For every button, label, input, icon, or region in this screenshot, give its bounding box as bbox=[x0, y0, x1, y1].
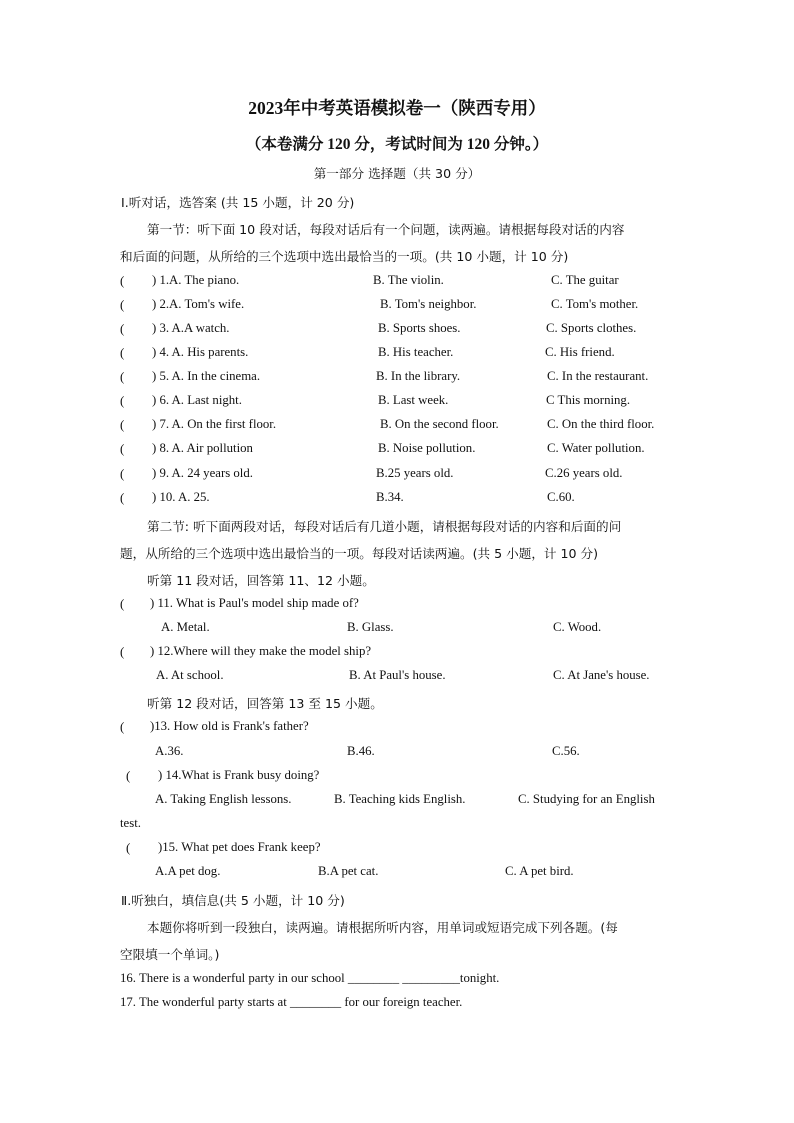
sub1-intro-line1: 第一节：听下面 10 段对话，每段对话后有一个问题，读两遍。请根据每段对话的内容 bbox=[147, 222, 625, 237]
dialog-12-instruction: 听第 12 段对话，回答第 13 至 15 小题。 bbox=[147, 696, 383, 711]
answer-blank-8: ( bbox=[120, 441, 125, 456]
question-2: ) 2.A. Tom's wife. bbox=[152, 297, 245, 311]
answer-blank-5: ( bbox=[120, 369, 125, 384]
q15-option-c: C. A pet bird. bbox=[505, 864, 574, 878]
q10-option-c: C.60. bbox=[547, 490, 575, 504]
section2-heading: Ⅱ.听独白，填信息(共 5 小题，计 10 分) bbox=[121, 893, 345, 908]
q14-option-c-continued: test. bbox=[120, 816, 141, 830]
exam-subtitle: （本卷满分 120 分，考试时间为 120 分钟。） bbox=[245, 136, 549, 153]
answer-blank-12: ( bbox=[120, 644, 125, 659]
exam-title: 2023年中考英语模拟卷一（陕西专用） bbox=[248, 98, 546, 118]
question-16: 16. There is a wonderful party in our school ________ _________tonight. bbox=[120, 971, 500, 985]
question-12: ) 12.Where will they make the model ship? bbox=[150, 644, 372, 658]
part-heading: 第一部分 选择题（共 30 分） bbox=[313, 166, 481, 181]
q8-option-c: C. Water pollution. bbox=[547, 441, 645, 455]
answer-blank-3: ( bbox=[120, 321, 125, 336]
question-11: ) 11. What is Paul's model ship made of? bbox=[150, 596, 359, 610]
answer-blank-6: ( bbox=[120, 393, 125, 408]
q9-option-c: C.26 years old. bbox=[545, 466, 623, 480]
q4-option-b: B. His teacher. bbox=[378, 345, 454, 359]
question-4: ) 4. A. His parents. bbox=[152, 345, 249, 359]
sub2-intro-line2: 题，从所给的三个选项中选出最恰当的一项。每段对话读两遍。(共 5 小题，计 10 分) bbox=[120, 546, 599, 561]
answer-blank-15: ( bbox=[126, 840, 131, 855]
q2-option-c: C. Tom's mother. bbox=[551, 297, 639, 311]
q14-option-b: B. Teaching kids English. bbox=[334, 792, 466, 806]
question-17: 17. The wonderful party starts at ________ for our foreign teacher. bbox=[120, 995, 463, 1009]
answer-blank-1: ( bbox=[120, 273, 125, 288]
q3-option-c: C. Sports clothes. bbox=[546, 321, 637, 335]
q6-option-b: B. Last week. bbox=[378, 393, 449, 407]
question-10: ) 10. A. 25. bbox=[152, 490, 210, 504]
q13-option-b: B.46. bbox=[347, 744, 375, 758]
q2-option-b: B. Tom's neighbor. bbox=[380, 297, 477, 311]
question-13: )13. How old is Frank's father? bbox=[150, 719, 309, 733]
answer-blank-14: ( bbox=[126, 768, 131, 783]
answer-blank-13: ( bbox=[120, 719, 125, 734]
q15-option-b: B.A pet cat. bbox=[318, 864, 379, 878]
q1-option-b: B. The violin. bbox=[373, 273, 444, 287]
q15-option-a: A.A pet dog. bbox=[155, 864, 221, 878]
dialog-11-instruction: 听第 11 段对话，回答第 11、12 小题。 bbox=[147, 573, 375, 588]
section2-intro-line1: 本题你将听到一段独白，读两遍。请根据所听内容，用单词或短语完成下列各题。(每 bbox=[147, 920, 618, 935]
question-8: ) 8. A. Air pollution bbox=[152, 441, 253, 455]
q5-option-b: B. In the library. bbox=[376, 369, 461, 383]
q7-option-c: C. On the third floor. bbox=[547, 417, 655, 431]
answer-blank-11: ( bbox=[120, 596, 125, 611]
q13-option-c: C.56. bbox=[552, 744, 580, 758]
answer-blank-7: ( bbox=[120, 417, 125, 432]
q1-option-c: C. The guitar bbox=[551, 273, 619, 287]
q11-option-c: C. Wood. bbox=[553, 620, 602, 634]
question-7: ) 7. A. On the first floor. bbox=[152, 417, 277, 431]
q13-option-a: A.36. bbox=[155, 744, 184, 758]
answer-blank-9: ( bbox=[120, 466, 125, 481]
question-3: ) 3. A.A watch. bbox=[152, 321, 230, 335]
q12-option-a: A. At school. bbox=[156, 668, 224, 682]
answer-blank-2: ( bbox=[120, 297, 125, 312]
q5-option-c: C. In the restaurant. bbox=[547, 369, 649, 383]
q3-option-b: B. Sports shoes. bbox=[378, 321, 461, 335]
question-6: ) 6. A. Last night. bbox=[152, 393, 242, 407]
q9-option-b: B.25 years old. bbox=[376, 466, 454, 480]
q12-option-c: C. At Jane's house. bbox=[553, 668, 650, 682]
q14-option-a: A. Taking English lessons. bbox=[155, 792, 292, 806]
q6-option-c: C This morning. bbox=[546, 393, 631, 407]
section2-intro-line2: 空限填一个单词。) bbox=[120, 947, 220, 962]
q11-option-a: A. Metal. bbox=[161, 620, 210, 634]
q7-option-b: B. On the second floor. bbox=[380, 417, 499, 431]
q12-option-b: B. At Paul's house. bbox=[349, 668, 446, 682]
q8-option-b: B. Noise pollution. bbox=[378, 441, 476, 455]
question-5: ) 5. A. In the cinema. bbox=[152, 369, 261, 383]
sub1-intro-line2: 和后面的问题，从所给的三个选项中选出最恰当的一项。(共 10 小题，计 10 分) bbox=[120, 249, 569, 264]
section1-heading: Ⅰ.听对话，选答案 (共 15 小题，计 20 分) bbox=[121, 195, 355, 210]
question-9: ) 9. A. 24 years old. bbox=[152, 466, 253, 480]
question-1: ) 1.A. The piano. bbox=[152, 273, 240, 287]
q10-option-b: B.34. bbox=[376, 490, 404, 504]
q4-option-c: C. His friend. bbox=[545, 345, 615, 359]
sub2-intro-line1: 第二节: 听下面两段对话，每段对话后有几道小题，请根据每段对话的内容和后面的问 bbox=[147, 519, 622, 534]
q14-option-c: C. Studying for an English bbox=[518, 792, 655, 806]
answer-blank-4: ( bbox=[120, 345, 125, 360]
question-15: )15. What pet does Frank keep? bbox=[158, 840, 321, 854]
q11-option-b: B. Glass. bbox=[347, 620, 394, 634]
question-14: ) 14.What is Frank busy doing? bbox=[158, 768, 320, 782]
answer-blank-10: ( bbox=[120, 490, 125, 505]
